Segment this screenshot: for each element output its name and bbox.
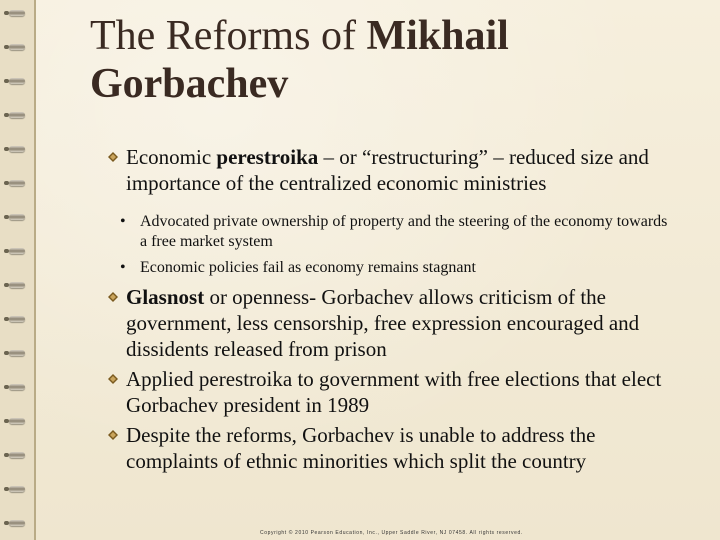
bullet-4-text: Despite the reforms, Gorbachev is unable to address the complaints of ethnic minorities which split the country (126, 423, 596, 473)
binder-ring-icon (9, 78, 25, 84)
bullet-despite-reforms (108, 422, 678, 474)
binder-ring-icon (9, 146, 25, 152)
bullet-glasnost (108, 284, 678, 362)
bullet-3-text: Applied perestroika to government with free elections that elect Gorbachev president in 1989 (126, 367, 662, 417)
binder-ring-icon (9, 214, 25, 220)
sub-bullet-economy-stagnant (108, 258, 678, 278)
binder-ring-icon (9, 316, 25, 322)
slide-body (108, 144, 678, 474)
sub-bullet-private-ownership (108, 212, 678, 252)
sub-bullet-2-text: Economic policies fail as economy remains stagnant (140, 259, 476, 276)
bullet-1-bold: perestroika (216, 145, 319, 169)
sub-bullet-1-text: Advocated private ownership of property and the steering of the economy towards a free market system (140, 213, 668, 250)
diamond-bullet-icon (108, 430, 118, 440)
binder-ring-icon (9, 486, 25, 492)
binder-ring-icon (9, 384, 25, 390)
diamond-bullet-icon (108, 152, 118, 162)
binder-ring-icon (9, 10, 25, 16)
bullet-economic-perestroika (108, 144, 678, 196)
binder-ring-icon (9, 452, 25, 458)
sub-bullet-marker: • (120, 213, 126, 230)
bullet-applied-perestroika (108, 366, 678, 418)
bullet-2-bold: Glasnost (126, 285, 205, 309)
title-bold: Mikhail Gorbachev (90, 13, 509, 107)
title-regular: The Reforms of (90, 13, 367, 59)
copyright-footer: Copyright © 2010 Pearson Education, Inc., Upper Saddle River, NJ 07458. All rights reserved. (260, 530, 523, 536)
diamond-bullet-icon (108, 374, 118, 384)
binder-ring-icon (9, 180, 25, 186)
bullet-1-lead: Economic (126, 145, 217, 169)
binder-ring-icon (9, 282, 25, 288)
binder-ring-icon (9, 520, 25, 526)
slide-title (90, 12, 690, 108)
binder-ring-icon (9, 418, 25, 424)
binder-ring-icon (9, 44, 25, 50)
binder-ring-icon (9, 350, 25, 356)
notebook-spine (0, 0, 36, 540)
binder-ring-icon (9, 248, 25, 254)
bullet-1-rest: – or “restructuring” – reduced size and importance of the centralized economic ministries (126, 145, 649, 195)
sub-bullet-marker: • (120, 259, 126, 276)
bullet-2-rest: or openness- Gorbachev allows criticism of the government, less censorship, free expression encouraged and dissidents released from prison (126, 285, 640, 361)
binder-ring-icon (9, 112, 25, 118)
diamond-bullet-icon (108, 292, 118, 302)
